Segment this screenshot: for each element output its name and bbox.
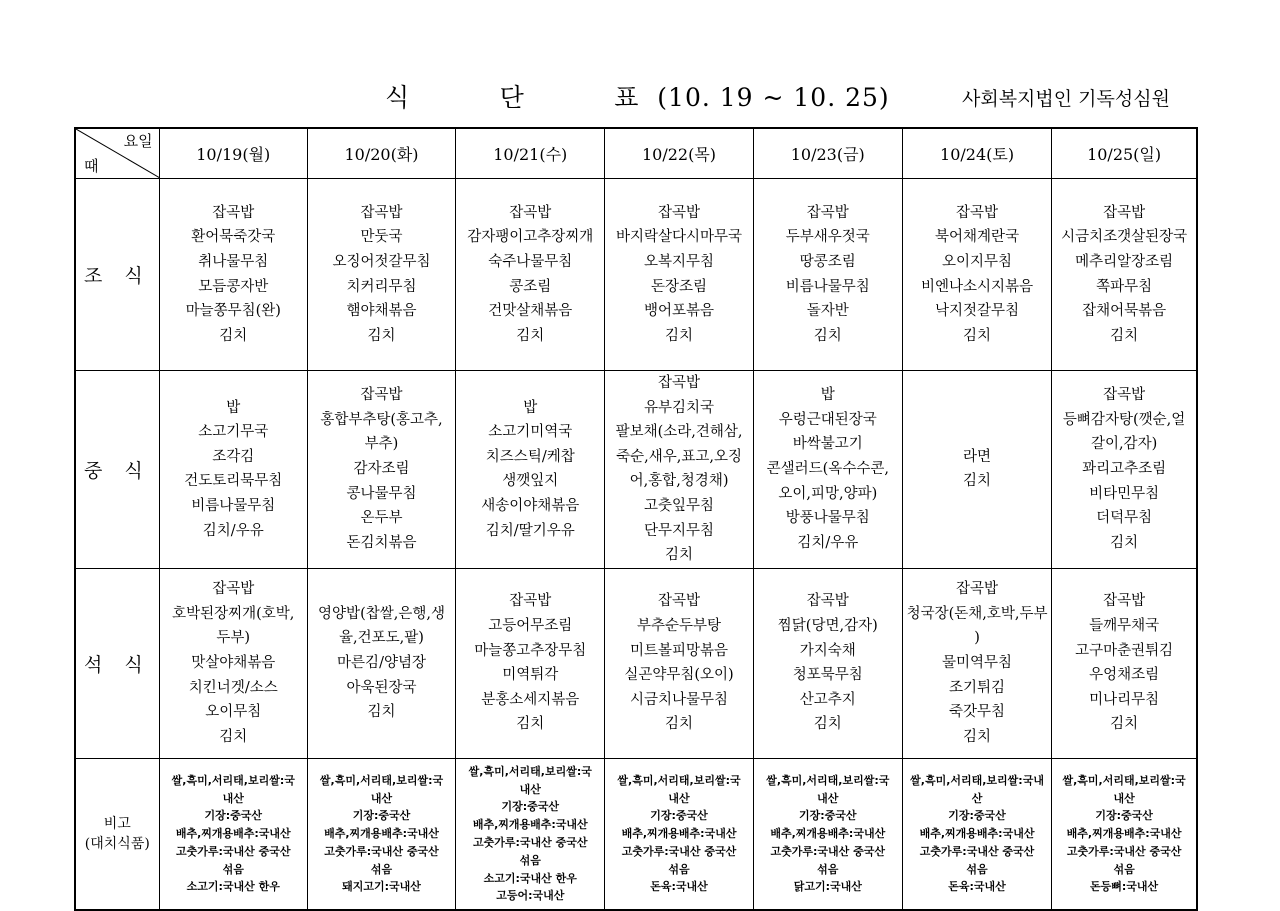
menu-item: 오복지무침 bbox=[644, 253, 715, 270]
menu-item: 생깻잎지 bbox=[502, 473, 559, 490]
menu-item: 콩나물무침 bbox=[346, 485, 417, 502]
note-line: 쌀,흑미,서리태,보리쌀:국 bbox=[617, 773, 741, 787]
notes-label-line2: (대치식품) bbox=[84, 836, 150, 852]
note-line: 소고기:국내산 한우 bbox=[186, 880, 280, 894]
menu-cell bbox=[753, 568, 902, 758]
time-axis-label: 때 bbox=[84, 157, 99, 175]
menu-cell bbox=[753, 179, 902, 371]
menu-item: 들깨무채국 bbox=[1089, 618, 1160, 635]
note-line: 기장:중국산 bbox=[352, 809, 411, 823]
menu-item: 잡곡밥 bbox=[212, 204, 255, 221]
menu-item: 김치 bbox=[813, 327, 842, 344]
menu-item: 메추리알장조림 bbox=[1075, 253, 1174, 270]
menu-item: 잡곡밥 bbox=[956, 204, 999, 221]
menu-cell bbox=[159, 568, 307, 758]
breakfast-row bbox=[75, 179, 1197, 371]
menu-item: 조기튀김 bbox=[949, 679, 1006, 696]
menu-item: 고춧잎무침 bbox=[644, 497, 715, 514]
note-line: 배추,찌개용배추:국내산 bbox=[770, 827, 886, 841]
day-header: 10/23(금) bbox=[753, 128, 902, 179]
menu-cell bbox=[307, 179, 455, 371]
menu-item: 김치 bbox=[516, 716, 545, 733]
day-header: 10/22(목) bbox=[605, 128, 753, 179]
menu-item: 시금치조갯살된장국 bbox=[1061, 229, 1188, 246]
menu-item: 김치 bbox=[813, 716, 842, 733]
day-header: 10/25(일) bbox=[1052, 128, 1197, 179]
note-line: 기장:중국산 bbox=[1095, 809, 1153, 823]
menu-item: 김치 bbox=[516, 327, 545, 344]
note-line: 섞음 bbox=[817, 862, 839, 876]
notes-cell bbox=[456, 758, 605, 910]
lunch-row bbox=[75, 371, 1197, 569]
menu-item: 오이무침 bbox=[205, 704, 262, 721]
menu-item: 잡곡밥 bbox=[212, 581, 255, 598]
menu-item: 잡곡밥 bbox=[360, 204, 403, 221]
note-line: 배추,찌개용배추:국내산 bbox=[324, 827, 439, 841]
menu-item: 고등어무조림 bbox=[488, 618, 573, 635]
menu-item: 김치 bbox=[665, 327, 694, 344]
note-line: 고춧가루:국내산 중국산 bbox=[919, 844, 1035, 858]
day-header: 10/24(토) bbox=[902, 128, 1051, 179]
note-line: 기장:중국산 bbox=[799, 809, 857, 823]
menu-cell bbox=[902, 371, 1051, 569]
menu-item: 김치 bbox=[1110, 534, 1139, 551]
menu-item: 김치/딸기우유 bbox=[485, 522, 575, 539]
note-line: 돈등뼈:국내산 bbox=[1090, 880, 1159, 894]
note-line: 고춧가루:국내산 중국산 bbox=[621, 844, 737, 858]
menu-cell bbox=[1052, 371, 1197, 569]
menu-item: 잡곡밥 bbox=[806, 204, 849, 221]
menu-item: 콩조림 bbox=[509, 278, 552, 295]
note-line: 고춧가루:국내산 중국산 bbox=[176, 844, 291, 858]
menu-item: 어,홍합,청경채) bbox=[629, 473, 729, 490]
menu-item: 쪽파무침 bbox=[1096, 278, 1153, 295]
menu-item: 잡채어묵볶음 bbox=[1082, 303, 1167, 320]
menu-item: 우렁근대된장국 bbox=[778, 411, 877, 428]
corner-cell bbox=[75, 128, 159, 179]
menu-item: 잡곡밥 bbox=[658, 204, 701, 221]
menu-item: 잡곡밥 bbox=[1103, 204, 1146, 221]
menu-item: 김치 bbox=[963, 327, 992, 344]
menu-item: 갈이,감자) bbox=[1090, 436, 1158, 453]
note-line: 고등어:국내산 bbox=[496, 889, 565, 903]
menu-item: 김치 bbox=[1110, 327, 1139, 344]
note-line: 섞음 bbox=[1113, 862, 1135, 876]
menu-cell bbox=[307, 371, 455, 569]
menu-item: 미트볼피망볶음 bbox=[630, 642, 729, 659]
note-line: 배추,찌개용배추:국내산 bbox=[472, 818, 588, 832]
menu-item: 온두부 bbox=[360, 510, 403, 527]
menu-item: 잡곡밥 bbox=[1103, 387, 1146, 404]
note-line: 내산 bbox=[668, 791, 690, 805]
note-line: 기장:중국산 bbox=[948, 809, 1006, 823]
note-line: 내산 bbox=[817, 791, 839, 805]
menu-item: 분홍소세지볶음 bbox=[481, 691, 580, 708]
menu-item: 치즈스틱/케찹 bbox=[485, 448, 575, 465]
menu-item: 김치 bbox=[219, 728, 248, 745]
menu-cell bbox=[1052, 568, 1197, 758]
menu-item: 돈김치볶음 bbox=[346, 534, 417, 551]
menu-item: 낙지젓갈무침 bbox=[935, 303, 1020, 320]
menu-item: 김치 bbox=[665, 716, 694, 733]
note-line: 내산 bbox=[222, 791, 244, 805]
menu-item: 두부새우젓국 bbox=[785, 229, 870, 246]
menu-item: 김치 bbox=[367, 704, 396, 721]
menu-item: 잡곡밥 bbox=[956, 581, 999, 598]
menu-item: 바싹불고기 bbox=[792, 436, 863, 453]
menu-cell bbox=[307, 568, 455, 758]
menu-item: 새송이야채볶음 bbox=[481, 497, 580, 514]
note-line: 배추,찌개용배추:국내산 bbox=[175, 827, 291, 841]
menu-item: 바지락살다시마무국 bbox=[616, 229, 743, 246]
note-line: 산 bbox=[971, 791, 983, 805]
notes-label-line1: 비고 bbox=[103, 816, 131, 832]
menu-item: 두부) bbox=[216, 630, 251, 647]
menu-item: 단무지무침 bbox=[644, 522, 715, 539]
menu-item: 김치/우유 bbox=[797, 534, 859, 551]
menu-item: 잡곡밥 bbox=[509, 593, 552, 610]
menu-item: 북어채계란국 bbox=[935, 229, 1020, 246]
note-line: 내산 bbox=[519, 782, 541, 796]
notes-cell bbox=[159, 758, 307, 910]
notes-cell bbox=[605, 758, 753, 910]
menu-item: ) bbox=[974, 630, 980, 647]
menu-item: 김치 bbox=[963, 473, 992, 490]
menu-item: 김치 bbox=[1110, 716, 1139, 733]
note-line: 섞음 bbox=[966, 862, 988, 876]
menu-item: 잡곡밥 bbox=[806, 593, 849, 610]
menu-table bbox=[74, 127, 1198, 911]
menu-item: 더덕무침 bbox=[1096, 510, 1153, 527]
note-line: 쌀,흑미,서리태,보리쌀:국 bbox=[319, 773, 444, 787]
menu-item: 마늘쫑무침(완) bbox=[185, 303, 281, 320]
menu-item: 오이,피망,양파) bbox=[778, 485, 878, 502]
note-line: 쌀,흑미,서리태,보리쌀:국 bbox=[1062, 773, 1186, 787]
menu-cell bbox=[605, 371, 753, 569]
note-line: 섞음 bbox=[370, 862, 393, 876]
menu-item: 오이지무침 bbox=[942, 253, 1013, 270]
meal-label-breakfast: 조 식 bbox=[75, 179, 159, 371]
menu-item: 건맛살채볶음 bbox=[488, 303, 573, 320]
menu-item: 영양밥(찹쌀,은행,생 bbox=[318, 605, 445, 622]
notes-cell bbox=[307, 758, 455, 910]
menu-item: 맛살야채볶음 bbox=[191, 654, 276, 671]
notes-cell bbox=[1052, 758, 1197, 910]
menu-cell bbox=[902, 568, 1051, 758]
note-line: 고춧가루:국내산 중국산 bbox=[1066, 844, 1182, 858]
menu-item: 마늘쫑고추장무침 bbox=[474, 642, 587, 659]
note-line: 쌀,흑미,서리태,보리쌀:국내 bbox=[910, 773, 1044, 787]
note-line: 쌀,흑미,서리태,보리쌀:국 bbox=[468, 764, 592, 778]
menu-item: 콘샐러드(옥수수콘, bbox=[766, 461, 889, 478]
menu-item: 치킨너겟/소스 bbox=[188, 679, 278, 696]
menu-item: 취나물무침 bbox=[198, 253, 269, 270]
menu-item: 비름나물무침 bbox=[191, 497, 276, 514]
menu-item: 등뼈감자탕(깻순,얼 bbox=[1062, 411, 1186, 428]
menu-item: 잡곡밥 bbox=[658, 593, 701, 610]
menu-item: 잡곡밥 bbox=[509, 204, 552, 221]
note-line: 배추,찌개용배추:국내산 bbox=[1066, 827, 1182, 841]
menu-item: 감자조림 bbox=[353, 461, 410, 478]
note-line: 섞음 bbox=[222, 862, 244, 876]
menu-item: 시금치나물무침 bbox=[630, 691, 729, 708]
menu-cell bbox=[753, 371, 902, 569]
note-line: 돈육:국내산 bbox=[948, 880, 1006, 894]
menu-item: 잡곡밥 bbox=[360, 387, 403, 404]
day-axis-label: 요일 bbox=[123, 132, 153, 150]
menu-item: 감자팽이고추장찌개 bbox=[467, 229, 594, 246]
menu-item: 오징어젓갈무침 bbox=[332, 253, 431, 270]
menu-item: 미나리무침 bbox=[1089, 691, 1160, 708]
menu-item: 밥 bbox=[226, 399, 241, 416]
menu-item: 부추) bbox=[364, 436, 399, 453]
note-line: 내산 bbox=[370, 791, 393, 805]
menu-item: 고구마춘권튀김 bbox=[1075, 642, 1174, 659]
menu-item: 우엉채조림 bbox=[1089, 667, 1160, 684]
note-line: 고춧가루:국내산 중국산 bbox=[324, 844, 439, 858]
menu-item: 김치/우유 bbox=[202, 522, 264, 539]
note-line: 배추,찌개용배추:국내산 bbox=[919, 827, 1035, 841]
menu-item: 율,건포도,팥) bbox=[339, 630, 424, 647]
notes-label bbox=[75, 758, 159, 910]
note-line: 돼지고기:국내산 bbox=[342, 880, 421, 894]
menu-item: 김치 bbox=[963, 728, 992, 745]
menu-item: 잡곡밥 bbox=[658, 375, 701, 391]
menu-item: 돌자반 bbox=[806, 303, 849, 320]
menu-cell bbox=[1052, 179, 1197, 371]
meal-label-lunch: 중 식 bbox=[75, 371, 159, 569]
menu-item: 밥 bbox=[523, 399, 538, 416]
note-line: 쌀,흑미,서리태,보리쌀:국 bbox=[171, 773, 295, 787]
note-line: 돈육:국내산 bbox=[650, 880, 708, 894]
menu-item: 소고기미역국 bbox=[488, 424, 573, 441]
menu-item: 홍합부추탕(홍고추, bbox=[320, 411, 443, 428]
menu-item: 비엔나소시지볶음 bbox=[921, 278, 1034, 295]
menu-item: 햄야채볶음 bbox=[346, 303, 417, 320]
menu-item: 호박된장찌개(호박, bbox=[172, 605, 295, 622]
note-line: 닭고기:국내산 bbox=[793, 880, 862, 894]
note-line: 기장:중국산 bbox=[650, 809, 708, 823]
menu-item: 모듬콩자반 bbox=[198, 278, 269, 295]
menu-item: 김치 bbox=[367, 327, 396, 344]
menu-item: 땅콩조림 bbox=[799, 253, 856, 270]
menu-item: 가지숙채 bbox=[799, 642, 856, 659]
menu-item: 잡곡밥 bbox=[1103, 593, 1146, 610]
menu-item: 돈장조림 bbox=[651, 278, 708, 295]
menu-item: 찜닭(당면,감자) bbox=[777, 618, 878, 635]
notes-cell bbox=[753, 758, 902, 910]
menu-item: 밥 bbox=[820, 387, 835, 404]
organization-name: 사회복지법인 기독성심원 bbox=[962, 88, 1170, 110]
note-line: 고춧가루:국내산 중국산 bbox=[473, 836, 588, 849]
note-line: 기장:중국산 bbox=[501, 800, 560, 814]
note-line: 배추,찌개용배추:국내산 bbox=[621, 827, 737, 841]
menu-cell bbox=[159, 371, 307, 569]
menu-item: 미역튀각 bbox=[502, 667, 559, 684]
menu-item: 죽갓무침 bbox=[949, 704, 1006, 721]
menu-item: 비타민무침 bbox=[1089, 485, 1160, 502]
menu-item: 청국장(돈채,호박,두부 bbox=[906, 605, 1048, 622]
menu-cell bbox=[159, 179, 307, 371]
menu-item: 만둣국 bbox=[360, 229, 403, 246]
menu-item: 죽순,새우,표고,오징 bbox=[616, 448, 742, 465]
menu-item: 조각김 bbox=[212, 448, 255, 465]
menu-item: 팔보채(소라,견해삼, bbox=[615, 424, 743, 441]
dinner-row bbox=[75, 568, 1197, 758]
note-line: 소고기:국내산 한우 bbox=[483, 871, 577, 885]
menu-cell bbox=[456, 371, 605, 569]
menu-cell bbox=[456, 568, 605, 758]
menu-item: 김치 bbox=[665, 547, 694, 564]
page-title: 식 단 표 (10. 19 ~ 10. 25) bbox=[385, 83, 890, 112]
menu-item: 건도토리묵무침 bbox=[184, 473, 283, 490]
menu-item: 부추순두부탕 bbox=[637, 618, 722, 635]
day-header: 10/21(수) bbox=[456, 128, 605, 179]
menu-item: 마른김/양념장 bbox=[337, 654, 426, 671]
menu-cell bbox=[605, 568, 753, 758]
menu-item: 유부김치국 bbox=[644, 399, 715, 416]
menu-item: 비름나물무침 bbox=[785, 278, 870, 295]
note-line: 내산 bbox=[1113, 791, 1135, 805]
menu-cell bbox=[605, 179, 753, 371]
menu-item: 꽈리고추조림 bbox=[1082, 461, 1167, 478]
menu-item: 뱅어포볶음 bbox=[644, 303, 715, 320]
note-line: 쌀,흑미,서리태,보리쌀:국 bbox=[766, 773, 890, 787]
menu-item: 김치 bbox=[219, 327, 248, 344]
day-header: 10/20(화) bbox=[307, 128, 455, 179]
menu-item: 물미역무침 bbox=[942, 654, 1013, 671]
note-line: 섞음 bbox=[668, 862, 690, 876]
note-line: 고춧가루:국내산 중국산 bbox=[770, 844, 886, 858]
meal-label-dinner: 석 식 bbox=[75, 568, 159, 758]
menu-item: 치커리무침 bbox=[346, 278, 417, 295]
menu-item: 청포묵무침 bbox=[792, 667, 863, 684]
menu-item: 산고추지 bbox=[799, 691, 856, 708]
menu-item: 환어묵죽갓국 bbox=[191, 229, 276, 246]
menu-item: 아욱된장국 bbox=[346, 679, 417, 696]
note-line: 기장:중국산 bbox=[204, 809, 263, 823]
notes-row bbox=[75, 758, 1197, 910]
day-header: 10/19(월) bbox=[159, 128, 307, 179]
menu-item: 방풍나물무침 bbox=[785, 510, 870, 527]
menu-cell bbox=[902, 179, 1051, 371]
menu-item: 숙주나물무침 bbox=[488, 253, 573, 270]
menu-item: 소고기무국 bbox=[198, 424, 269, 441]
menu-cell bbox=[456, 179, 605, 371]
menu-item: 실곤약무침(오이) bbox=[624, 667, 734, 684]
menu-item: 라면 bbox=[963, 448, 992, 465]
note-line: 섞음 bbox=[519, 853, 541, 867]
header-row bbox=[75, 128, 1197, 179]
notes-cell bbox=[902, 758, 1051, 910]
